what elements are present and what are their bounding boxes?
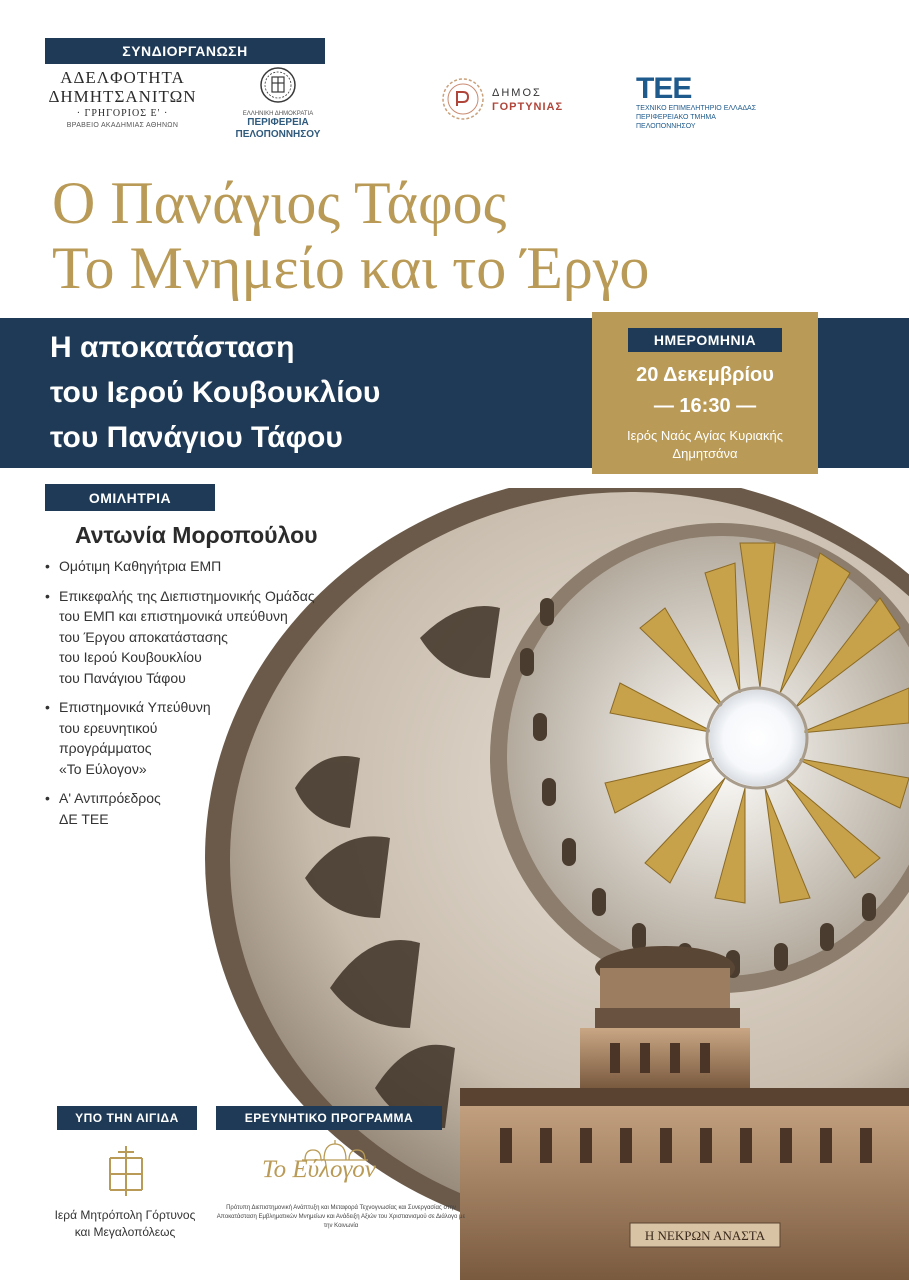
subtitle-line2: του Ιερού Κουβουκλίου [50, 376, 381, 409]
greek-emblem-icon [259, 66, 297, 104]
main-title-line2: Το Μνημείο και το Έργο [52, 235, 650, 301]
aigida-label-text: ΥΠΟ ΤΗΝ ΑΙΓΙΔΑ [75, 1111, 179, 1125]
dimos-emblem-icon [440, 76, 486, 122]
bio-item: • Ομότιμη Καθηγήτρια ΕΜΠ [45, 556, 375, 577]
evlogon-description: Πρότυπη Διεπιστημονική Ανάπτυξη και Μεταφορά Τεχνογνωσίας και Συνεργασίας στην Αποκατάσταση Εμβληματικών Μνημείων και Ανάδειξη Αξιών του Χριστιανισμού σε Διάλογο με την Κοινωνία [216, 1205, 466, 1229]
subtitle-line1: Η αποκατάσταση [50, 331, 295, 364]
adelfotita-line4: ΒΡΑΒΕΙΟ ΑΚΑΔΗΜΙΑΣ ΑΘΗΝΩΝ [66, 122, 179, 129]
subtitle-line3: του Πανάγιου Τάφου [50, 421, 343, 454]
date-label [628, 328, 782, 352]
adelfotita-line1: ΑΔΕΛΦΟΤΗΤΑ [60, 68, 185, 87]
oculus [709, 690, 805, 786]
speaker-label-text: ΟΜΙΛΗΤΡΙΑ [88, 489, 172, 506]
edicule-inscription: Η ΝΕΚΡΩΝ ΑΝΑΣΤΑ [644, 1228, 766, 1243]
periferia-small: ΕΛΛΗΝΙΚΗ ΔΗΜΟΚΡΑΤΙΑ [242, 111, 314, 117]
main-title-line1: Ο Πανάγιος Τάφος [52, 170, 507, 236]
tee-acronym: ΤΕΕ [636, 72, 692, 105]
speaker-label [45, 484, 215, 511]
bio-item: • Επικεφαλής της Διεπιστημονικής Ομάδας του ΕΜΠ και επιστημονικά υπεύθυνη του Έργου αποκατάστασης του Ιερού Κουβουκλίου του Πανάγιου Τάφου [45, 586, 375, 689]
dimos-logo [440, 76, 580, 124]
speaker-bio-list [45, 556, 375, 838]
tee-line1: ΤΕΧΝΙΚΟ ΕΠΙΜΕΛΗΤΗΡΙΟ ΕΛΛΑΔΑΣ [636, 105, 757, 112]
mitropoli-line1: Ιερά Μητρόπολη Γόρτυνος [54, 1208, 196, 1222]
evlogon-logo: Το Εύλογον [262, 1156, 376, 1183]
tee-line2: ΠΕΡΙΦΕΡΕΙΑΚΟ ΤΜΗΜΑ ΠΕΛΟΠΟΝΝΗΣΟΥ [636, 114, 716, 130]
periferia-name-line2: ΠΕΛΟΠΟΝΝΗΣΟΥ [235, 129, 321, 140]
event-venue [592, 427, 818, 463]
periferia-logo [228, 66, 328, 141]
program-label [216, 1106, 442, 1130]
mitropoli-line2: και Μεγαλοπόλεως [74, 1225, 176, 1239]
periferia-name-line1: ΠΕΡΙΦΕΡΕΙΑ [247, 117, 309, 128]
mitropoli-name [40, 1207, 210, 1241]
venue-line2: Δημητσάνα [672, 446, 738, 461]
date-label-text: ΗΜΕΡΟΜΗΝΙΑ [653, 332, 757, 348]
event-time: — 16:30 — [653, 395, 757, 417]
subtitle [50, 325, 380, 460]
venue-line1: Ιερός Ναός Αγίας Κυριακής [627, 428, 783, 443]
bio-item: • Α' Αντιπρόεδρος ΔΕ ΤΕΕ [45, 788, 375, 829]
speaker-name: Αντωνία Μοροπούλου [75, 522, 318, 548]
aigida-label [57, 1106, 197, 1130]
bio-item: • Επιστημονικά Υπεύθυνη του ερευνητικού προγράμματος «Το Εύλογον» [45, 697, 375, 779]
coorganization-label-text: ΣΥΝΔΙΟΡΓΑΝΩΣΗ [122, 43, 248, 59]
coorganization-label [45, 38, 325, 64]
event-date: 20 Δεκεμβρίου [636, 364, 774, 386]
tee-logo [636, 74, 766, 131]
mitropoli-monogram-icon [104, 1144, 148, 1198]
dimos-line1: ΔΗΜΟΣ [492, 87, 542, 99]
adelfotita-logo [40, 68, 205, 129]
dimos-line2: ΓΟΡΤΥΝΙΑΣ [492, 101, 564, 113]
adelfotita-line3: · ΓΡΗΓΟΡΙΟΣ Ε' · [76, 108, 169, 119]
program-label-text: ΕΡΕΥΝΗΤΙΚΟ ΠΡΟΓΡΑΜΜΑ [244, 1111, 414, 1125]
adelfotita-line2: ΔΗΜΗΤΣΑΝΙΤΩΝ [48, 87, 197, 106]
